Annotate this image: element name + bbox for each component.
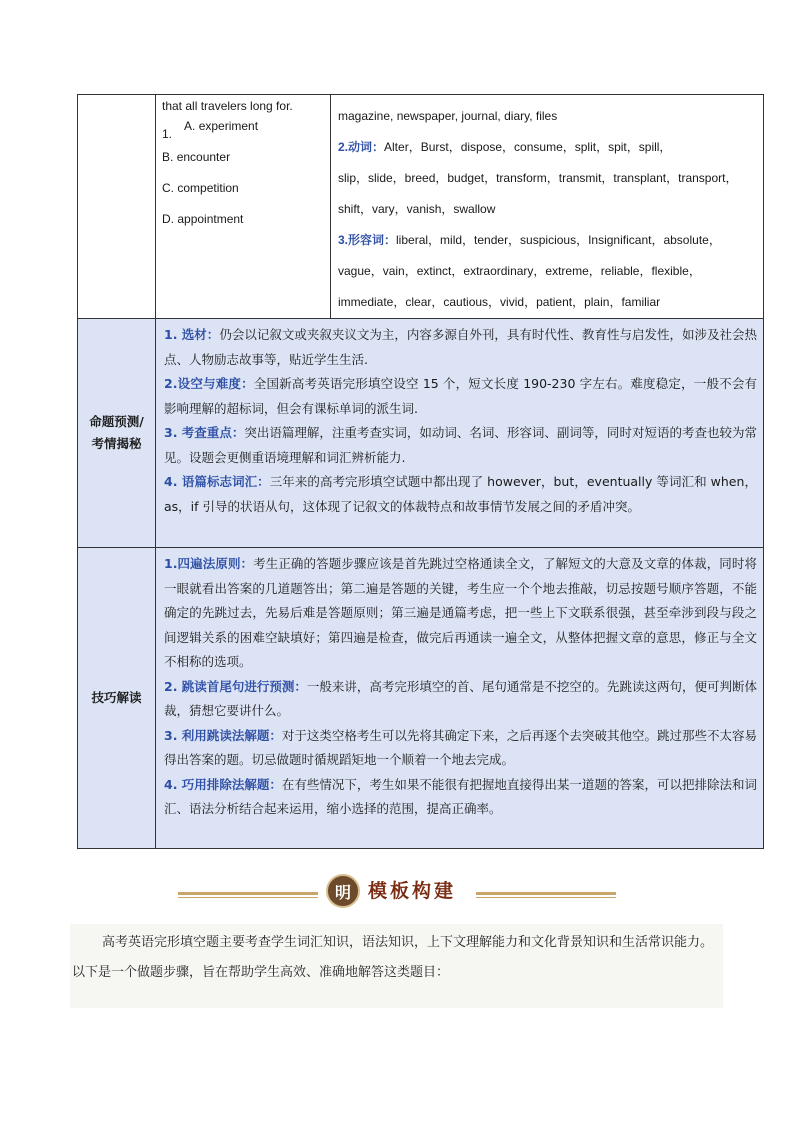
question-cell [156,95,331,319]
banner-badge-icon: 明 [326,874,360,908]
noun-line: magazine, newspaper, journal, diary, files [338,109,558,123]
option-text: encounter [176,150,231,164]
adj-line-3: immediate，clear，cautious，vivid，patient，plain，familiar [338,295,661,309]
option-letter: C. [162,181,174,195]
prediction-item-1: 1. 选材：仍会以记叙文或夹叙夹议文为主，内容多源自外刊，具有时代性、教育性与启发性，如涉及社会热点、人物励志故事等，贴近学生生活. [164,327,757,367]
banner-rule-right-thin [476,897,616,898]
verb-line-2: slip，slide，breed，budget，transform，transmit，transplant，transport， [338,171,738,185]
prediction-row [78,319,764,548]
skills-content [156,548,764,849]
verb-heading: 2.动词： [338,140,385,154]
skills-item-3: 3. 利用跳读法解题：对于这类空格考生可以先将其确定下来，之后再逐个去突破其他空。跳过那些不太容易得出答案的题。切忌做题时循规蹈矩地一个顺着一个地去完成。 [164,727,757,767]
option-a [162,119,324,150]
option-d [162,212,324,243]
prediction-item-2: 2.设空与难度：全国新高考英语完形填空设空 15 个，短文长度 190-230 字左右。难度稳定，一般不会有影响理解的超标词，但会有课标单词的派生词. [164,376,758,416]
vocab-cell [331,95,764,319]
section-title: 模板构建 [368,880,457,902]
question-stem: that all travelers long for. [162,99,293,113]
empty-label-cell [78,95,156,319]
adj-line-2: vague，vain，extinct，extraordinary，extreme，reliable，flexible， [338,264,701,278]
banner-rule-right [476,892,616,895]
skills-item-4: 4. 巧用排除法解题：在有些情况下，考生如果不能很有把握地直接得出某一道题的答案，可以把排除法和词汇、语法分析结合起来运用，缩小选择的范围，提高正确率。 [164,776,757,816]
verb-line-3: shift，vary，vanish，swallow [338,202,496,216]
example-row [78,95,764,319]
option-text: competition [177,181,239,195]
option-b [162,150,324,181]
adj-heading: 3.形容词： [338,233,397,247]
skills-label: 技巧解读 [78,548,156,849]
prediction-label: 命题预测/ 考情揭秘 [78,319,156,548]
prediction-content [156,319,764,548]
adj-line-1: 3.形容词：liberal，mild，tender，suspicious，Insignificant，absolute， [338,233,721,247]
prediction-item-4: 4. 语篇标志词汇：三年来的高考完形填空试题中都出现了 however，but，eventually 等词汇和 when，as，if 引导的状语从句，这体现了记叙文的体裁特点和故事情节发展之间的矛盾冲突。 [164,474,757,514]
strategy-table [77,94,764,849]
banner-rule-left-thin [178,897,318,898]
option-letter: A. [184,119,196,133]
option-c [162,181,324,212]
banner-rule-left [178,892,318,895]
option-letter: B. [162,150,174,164]
skills-row [78,548,764,849]
skills-item-1: 1.四遍法原则：考生正确的答题步骤应该是首先跳过空格通读全文，了解短文的大意及文章的体裁，同时将一眼就看出答案的几道题答出；第二遍是答题的关键，考生应一个个地去推敲，切忌按题号顺序答题，不能确定的先跳过去，先易后难是答题原则；第三遍是通篇考虑，把一些上下文联系很强，甚至牵涉到段与段之间逻辑关系的困难空缺填好；第四遍是检查，做完后再通读一遍全文，从整体把握文章的意思，修正与全文不相称的选项。 [164,556,757,669]
option-text: experiment [198,119,259,133]
option-letter: D. [162,212,174,226]
skills-item-2: 2. 跳读首尾句进行预测：一般来讲，高考完形填空的首、尾句通常是不挖空的。先跳读这两句，便可判断体裁，猜想它要讲什么。 [164,678,757,718]
question-number: 1. [162,127,173,141]
option-text: appointment [177,212,244,226]
section-banner [0,870,794,910]
intro-paragraph: 高考英语完形填空题主要考查学生词汇知识，语法知识，上下文理解能力和文化背景知识和生活常识能力。以下是一个做题步骤，旨在帮助学生高效、准确地解答这类题目： [70,924,723,1008]
verb-line-1: 2.动词：Alter，Burst，dispose，consume，split，spit，spill， [338,140,672,154]
prediction-item-3: 3. 考查重点：突出语篇理解，注重考查实词，如动词、名词、形容词、副词等，同时对短语的考查也较为常见。设题会更侧重语境理解和词汇辨析能力. [164,425,757,465]
